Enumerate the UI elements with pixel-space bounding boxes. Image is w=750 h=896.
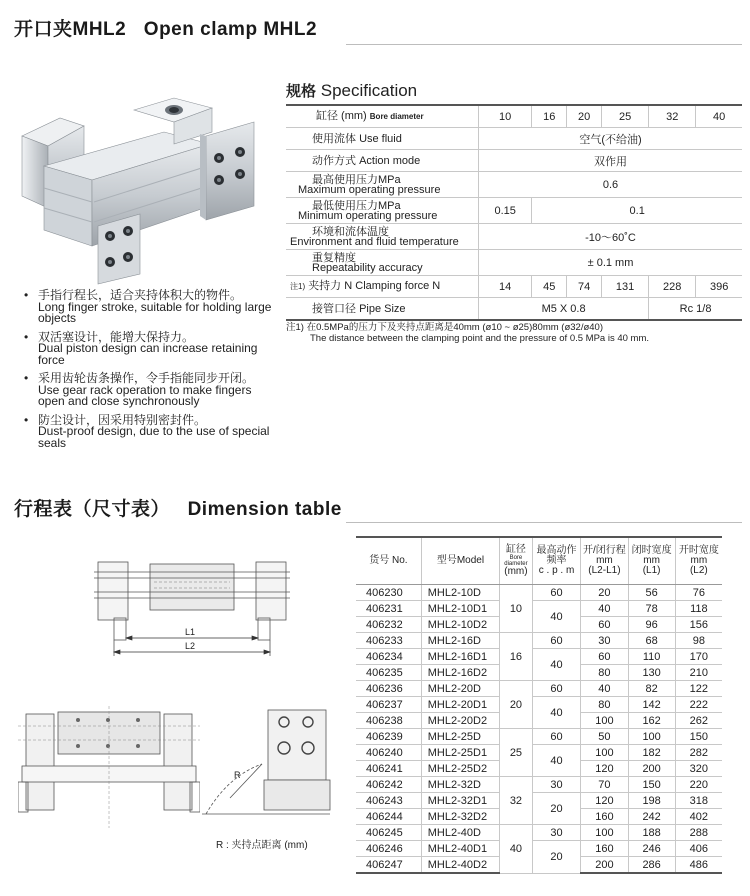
table-cell: 200 bbox=[628, 761, 675, 777]
page-title-zh: 开口夹MHL2 bbox=[14, 19, 127, 40]
table-cell: 406241 bbox=[356, 761, 421, 777]
feature-item bbox=[24, 290, 274, 325]
table-row bbox=[356, 601, 722, 617]
table-cell: MHL2-16D2 bbox=[421, 665, 499, 681]
table-cell: 60 bbox=[581, 617, 628, 633]
table-cell: 40 bbox=[500, 825, 533, 874]
spec-label: 动作方式 Action mode bbox=[286, 150, 479, 172]
col-bore: 缸径 Bore diameter (mm) bbox=[500, 537, 533, 585]
table-cell: 30 bbox=[581, 633, 628, 649]
table-row bbox=[356, 697, 722, 713]
table-cell: 130 bbox=[628, 665, 675, 681]
dimension-drawing-radius bbox=[198, 706, 332, 828]
table-cell: 156 bbox=[675, 617, 722, 633]
table-cell: 406245 bbox=[356, 825, 421, 841]
table-cell: 210 bbox=[675, 665, 722, 681]
table-cell: 406243 bbox=[356, 793, 421, 809]
table-row bbox=[356, 793, 722, 809]
feature-item bbox=[24, 373, 274, 408]
table-cell: 56 bbox=[628, 585, 675, 601]
table-row bbox=[356, 585, 722, 601]
table-cell: 60 bbox=[532, 585, 581, 601]
radius-caption: R : 夹持点距离 (mm) bbox=[216, 840, 308, 851]
table-cell: 406247 bbox=[356, 857, 421, 874]
feature-item bbox=[24, 329, 274, 367]
table-cell: 406244 bbox=[356, 809, 421, 825]
table-cell: 402 bbox=[675, 809, 722, 825]
table-cell: 160 bbox=[581, 809, 628, 825]
table-cell: 200 bbox=[581, 857, 628, 874]
table-row bbox=[356, 777, 722, 793]
spec-cell: 14 bbox=[479, 276, 532, 298]
table-cell: 60 bbox=[532, 729, 581, 745]
feature-item bbox=[24, 412, 274, 450]
col-open: 开时宽度 mm (L2) bbox=[675, 537, 722, 585]
spec-cell: 396 bbox=[696, 276, 742, 298]
table-cell: 182 bbox=[628, 745, 675, 761]
col-model: 型号Model bbox=[421, 537, 499, 585]
feature-zh: • 防尘设计，因采用特别密封件。 bbox=[38, 412, 207, 427]
table-cell: 78 bbox=[628, 601, 675, 617]
spec-cell: 45 bbox=[532, 276, 567, 298]
table-cell: 150 bbox=[628, 777, 675, 793]
table-cell: 162 bbox=[628, 713, 675, 729]
table-cell: 98 bbox=[675, 633, 722, 649]
table-cell: 100 bbox=[628, 729, 675, 745]
table-cell: 406242 bbox=[356, 777, 421, 793]
dimension-title bbox=[14, 494, 342, 521]
table-cell: 76 bbox=[675, 585, 722, 601]
table-cell: 10 bbox=[500, 585, 533, 633]
spec-label: 使用流体 Use fluid bbox=[286, 128, 479, 150]
table-cell: 406235 bbox=[356, 665, 421, 681]
spec-cell: 131 bbox=[602, 276, 649, 298]
table-cell: 262 bbox=[675, 713, 722, 729]
table-cell: 110 bbox=[628, 649, 675, 665]
spec-row-fluid bbox=[286, 128, 742, 150]
feature-zh: • 手指行程长，适合夹持体积大的物件。 bbox=[38, 288, 243, 302]
spec-cell: 0.15 bbox=[479, 198, 532, 224]
table-cell: 320 bbox=[675, 761, 722, 777]
dimension-table bbox=[356, 536, 722, 874]
table-cell: 100 bbox=[581, 713, 628, 729]
table-cell: MHL2-32D2 bbox=[421, 809, 499, 825]
table-cell: 40 bbox=[532, 601, 581, 633]
feature-en: Dust-proof design, due to the use of special seals bbox=[38, 424, 270, 450]
table-cell: MHL2-40D bbox=[421, 825, 499, 841]
table-cell: MHL2-16D1 bbox=[421, 649, 499, 665]
table-cell: MHL2-32D1 bbox=[421, 793, 499, 809]
table-cell: 30 bbox=[532, 825, 581, 841]
spec-label: 注1) 夹持力 N Clamping force N bbox=[286, 276, 479, 298]
spec-row-bore bbox=[286, 105, 742, 128]
table-cell: 118 bbox=[675, 601, 722, 617]
spec-cell: 双作用 bbox=[479, 150, 743, 172]
spec-cell: 20 bbox=[567, 105, 602, 128]
table-cell: 406240 bbox=[356, 745, 421, 761]
table-cell: 406230 bbox=[356, 585, 421, 601]
dimension-rule bbox=[346, 522, 742, 523]
spec-label: 重复精度 Repeatability accuracy bbox=[286, 250, 479, 276]
spec-cell: 0.6 bbox=[479, 172, 743, 198]
spec-row-maxp bbox=[286, 172, 742, 198]
table-cell: MHL2-25D1 bbox=[421, 745, 499, 761]
table-cell: 20 bbox=[532, 793, 581, 825]
spec-table bbox=[286, 104, 742, 321]
dimension-drawing-front bbox=[94, 556, 290, 664]
table-row bbox=[356, 825, 722, 841]
table-cell: MHL2-25D bbox=[421, 729, 499, 745]
table-cell: MHL2-40D1 bbox=[421, 841, 499, 857]
table-row bbox=[356, 745, 722, 761]
table-cell: 40 bbox=[532, 745, 581, 777]
table-cell: 242 bbox=[628, 809, 675, 825]
table-cell: 60 bbox=[581, 649, 628, 665]
l1-label: L1 bbox=[184, 627, 196, 637]
table-cell: 406 bbox=[675, 841, 722, 857]
spec-label: 环境和流体温度 Environment and fluid temperature bbox=[286, 224, 479, 250]
spec-row-minp bbox=[286, 198, 742, 224]
table-cell: 120 bbox=[581, 793, 628, 809]
table-cell: MHL2-20D2 bbox=[421, 713, 499, 729]
col-stroke: 开/闭行程 mm (L2-L1) bbox=[581, 537, 628, 585]
radius-label: R bbox=[234, 770, 241, 780]
spec-row-port bbox=[286, 298, 742, 321]
feature-en: Long finger stroke, suitable for holding large objects bbox=[38, 299, 272, 325]
table-cell: 246 bbox=[628, 841, 675, 857]
table-cell: MHL2-32D bbox=[421, 777, 499, 793]
feature-zh: • 采用齿轮齿条操作，令手指能同步开闭。 bbox=[38, 371, 255, 385]
table-cell: MHL2-10D bbox=[421, 585, 499, 601]
spec-row-force bbox=[286, 276, 742, 298]
spec-label: 接管口径 Pipe Size bbox=[286, 298, 479, 321]
dimension-title-en: Dimension table bbox=[187, 499, 342, 520]
table-cell: 406246 bbox=[356, 841, 421, 857]
table-row bbox=[356, 633, 722, 649]
table-cell: MHL2-10D1 bbox=[421, 601, 499, 617]
spec-label: 缸径 (mm) Bore diameter bbox=[286, 105, 479, 128]
table-cell: 96 bbox=[628, 617, 675, 633]
table-row bbox=[356, 681, 722, 697]
table-cell: 100 bbox=[581, 745, 628, 761]
spec-title-en: Specification bbox=[320, 81, 418, 100]
title-rule bbox=[346, 44, 742, 45]
table-cell: 20 bbox=[532, 841, 581, 874]
spec-cell: 74 bbox=[567, 276, 602, 298]
col-freq: 最高动作频率 c . p . m bbox=[532, 537, 581, 585]
table-cell: 60 bbox=[532, 681, 581, 697]
spec-title-zh: 规格 bbox=[286, 82, 317, 100]
spec-cell: M5 X 0.8 bbox=[479, 298, 649, 321]
table-cell: 50 bbox=[581, 729, 628, 745]
table-cell: 20 bbox=[581, 585, 628, 601]
table-cell: 20 bbox=[500, 681, 533, 729]
feature-zh: • 双活塞设计，能增大保持力。 bbox=[38, 329, 195, 344]
spec-label: 最低使用压力MPa Minimum operating pressure bbox=[286, 198, 479, 224]
table-cell: 40 bbox=[581, 681, 628, 697]
table-cell: 288 bbox=[675, 825, 722, 841]
table-cell: 120 bbox=[581, 761, 628, 777]
spec-cell: 16 bbox=[532, 105, 567, 128]
table-cell: 282 bbox=[675, 745, 722, 761]
col-closed: 闭时宽度 mm (L1) bbox=[628, 537, 675, 585]
spec-title bbox=[286, 80, 417, 101]
spec-cell: 空气(不给油) bbox=[479, 128, 743, 150]
spec-cell: 10 bbox=[479, 105, 532, 128]
table-cell: 198 bbox=[628, 793, 675, 809]
dimension-title-zh: 行程表（尺寸表） bbox=[14, 499, 171, 520]
feature-en: Use gear rack operation to make fingers open and close synchronously bbox=[38, 382, 252, 408]
table-cell: 150 bbox=[675, 729, 722, 745]
table-cell: 40 bbox=[581, 601, 628, 617]
table-cell: 30 bbox=[532, 777, 581, 793]
table-cell: 100 bbox=[581, 825, 628, 841]
table-row bbox=[356, 841, 722, 857]
table-cell: 318 bbox=[675, 793, 722, 809]
table-cell: 406231 bbox=[356, 601, 421, 617]
table-cell: MHL2-20D1 bbox=[421, 697, 499, 713]
table-cell: MHL2-10D2 bbox=[421, 617, 499, 633]
spec-cell: 0.1 bbox=[532, 198, 742, 224]
table-cell: 16 bbox=[500, 633, 533, 681]
spec-cell: 40 bbox=[696, 105, 742, 128]
spec-cell: -10～60˚C bbox=[479, 224, 743, 250]
table-cell: MHL2-25D2 bbox=[421, 761, 499, 777]
table-row bbox=[356, 729, 722, 745]
table-cell: 406237 bbox=[356, 697, 421, 713]
table-cell: 160 bbox=[581, 841, 628, 857]
dimension-header-row bbox=[356, 537, 722, 585]
table-cell: MHL2-16D bbox=[421, 633, 499, 649]
table-cell: 142 bbox=[628, 697, 675, 713]
spec-cell: 32 bbox=[649, 105, 696, 128]
table-cell: 40 bbox=[532, 649, 581, 681]
table-row bbox=[356, 649, 722, 665]
table-cell: 32 bbox=[500, 777, 533, 825]
page-title bbox=[14, 14, 317, 41]
spec-cell: Rc 1/8 bbox=[649, 298, 742, 321]
spec-cell: 228 bbox=[649, 276, 696, 298]
page-title-en: Open clamp MHL2 bbox=[143, 19, 318, 40]
feature-en: Dual piston design can increase retaining force bbox=[38, 341, 258, 367]
spec-cell: 25 bbox=[602, 105, 649, 128]
table-cell: 25 bbox=[500, 729, 533, 777]
col-code: 货号 No. bbox=[356, 537, 421, 585]
table-cell: MHL2-40D2 bbox=[421, 857, 499, 874]
table-cell: 60 bbox=[532, 633, 581, 649]
table-cell: 40 bbox=[532, 697, 581, 729]
table-cell: 68 bbox=[628, 633, 675, 649]
table-cell: 406236 bbox=[356, 681, 421, 697]
table-cell: 82 bbox=[628, 681, 675, 697]
table-cell: 406238 bbox=[356, 713, 421, 729]
spec-cell: ± 0.1 mm bbox=[479, 250, 743, 276]
spec-row-repeat bbox=[286, 250, 742, 276]
spec-label: 最高使用压力MPa Maximum operating pressure bbox=[286, 172, 479, 198]
table-cell: 406234 bbox=[356, 649, 421, 665]
table-cell: 286 bbox=[628, 857, 675, 874]
product-photo bbox=[14, 96, 266, 286]
footnote-en: The distance between the clamping point and the pressure of 0.5 MPa is 40 mm. bbox=[310, 333, 650, 344]
spec-footnote bbox=[286, 322, 742, 344]
table-cell: MHL2-20D bbox=[421, 681, 499, 697]
footnote-zh: 注1) 在0.5MPa的压力下及夹持点距离是40mm (ø10 ~ ø25)80mm (ø32/ø40) bbox=[286, 322, 603, 333]
table-cell: 80 bbox=[581, 665, 628, 681]
table-cell: 122 bbox=[675, 681, 722, 697]
l2-label: L2 bbox=[184, 641, 196, 651]
table-cell: 70 bbox=[581, 777, 628, 793]
table-cell: 486 bbox=[675, 857, 722, 874]
spec-row-action bbox=[286, 150, 742, 172]
table-cell: 406232 bbox=[356, 617, 421, 633]
dimension-drawing-side bbox=[18, 706, 200, 828]
table-cell: 80 bbox=[581, 697, 628, 713]
table-cell: 220 bbox=[675, 777, 722, 793]
table-cell: 170 bbox=[675, 649, 722, 665]
spec-row-env bbox=[286, 224, 742, 250]
table-cell: 188 bbox=[628, 825, 675, 841]
table-cell: 406233 bbox=[356, 633, 421, 649]
table-cell: 222 bbox=[675, 697, 722, 713]
feature-list bbox=[24, 290, 274, 456]
table-cell: 406239 bbox=[356, 729, 421, 745]
